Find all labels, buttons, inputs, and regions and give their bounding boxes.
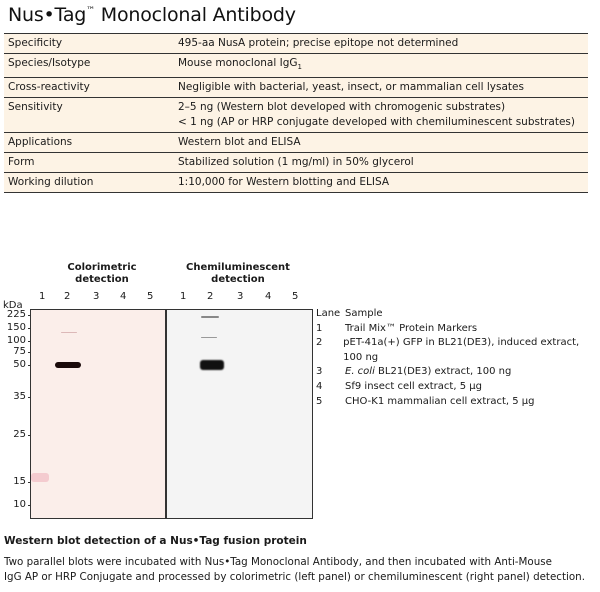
spec-key: Working dilution (4, 173, 174, 193)
lane-number: 1 (39, 291, 46, 302)
legend-sample: BL21(DE3) extract, 100 ng (374, 366, 512, 378)
spec-value-line1: 2–5 ng (Western blot developed with chromogenic substrates) (178, 101, 506, 114)
faint-band (61, 332, 77, 333)
lane-number: 3 (93, 291, 100, 302)
spec-value: Stabilized solution (1 mg/ml) in 50% glycerol (174, 153, 588, 173)
mw-marker: 100 (2, 335, 26, 346)
spec-key: Applications (4, 133, 174, 153)
legend-sample: CHO-K1 mammalian cell extract, 5 µg (345, 395, 535, 407)
legend-sample: Sf9 insect cell extract, 5 µg (345, 380, 482, 392)
mw-marker: 225 (2, 309, 26, 320)
header-line: detection (211, 274, 265, 285)
spec-row (4, 78, 588, 98)
legend-row (316, 395, 600, 410)
page-title (8, 4, 296, 26)
chemiluminescent-blot (166, 309, 313, 519)
legend-sample: Trail Mix™ Protein Markers (345, 322, 478, 334)
legend-lane-header: Lane (316, 308, 341, 319)
caption-line: Two parallel blots were incubated with Nus•Tag Monoclonal Antibody, and then incubated with Anti-Mouse (4, 556, 552, 568)
title-main: Nus•Tag (8, 4, 87, 26)
mw-marker: 25 (2, 429, 26, 440)
spec-value (174, 98, 588, 133)
legend-lane: 4 (316, 380, 323, 392)
spec-row (4, 153, 588, 173)
mw-marker: 35 (2, 391, 26, 402)
spec-table (4, 33, 588, 193)
lane-number: 4 (265, 291, 272, 302)
mw-marker: 150 (2, 322, 26, 333)
caption-heading: Western blot detection of a Nus•Tag fusion protein (4, 535, 307, 547)
spec-value-line2: < 1 ng (AP or HRP conjugate developed with chemiluminescent substrates) (178, 116, 575, 129)
legend-lane: 3 (316, 366, 323, 378)
spec-value: 495-aa NusA protein; precise epitope not determined (174, 34, 588, 54)
spec-key: Cross-reactivity (4, 78, 174, 98)
spec-value: Western blot and ELISA (174, 133, 588, 153)
lane-number: 2 (207, 291, 214, 302)
caption-body (4, 555, 599, 585)
legend-lane: 2 (316, 337, 323, 349)
nus-tag-band (200, 360, 224, 370)
legend-row (316, 322, 600, 337)
caption-line: IgG AP or HRP Conjugate and processed by colorimetric (left panel) or chemiluminescent (right panel) detection. (4, 571, 585, 583)
header-line: Chemiluminescent (186, 262, 290, 273)
spec-key: Species/Isotype (4, 54, 174, 78)
legend-row (316, 380, 600, 395)
legend-header (316, 307, 600, 322)
spec-value (174, 54, 588, 78)
spec-value-text: Mouse monoclonal IgG (178, 57, 298, 69)
lane-number: 1 (180, 291, 187, 302)
legend-lane: 5 (316, 395, 323, 407)
lane-number: 3 (237, 291, 244, 302)
title-rest: Monoclonal Antibody (94, 4, 296, 26)
isotype-subscript: 1 (297, 63, 302, 72)
legend-sample: pET-41a(+) GFP in BL21(DE3), induced extract, 100 ng (343, 337, 580, 363)
legend-species: E. coli (345, 366, 375, 378)
spec-row (4, 173, 588, 193)
spec-value: Negligible with bacterial, yeast, insect, or mammalian cell lysates (174, 78, 588, 98)
spec-key: Sensitivity (4, 98, 174, 133)
legend-lane: 1 (316, 322, 323, 334)
faint-band (201, 337, 217, 338)
spec-row (4, 98, 588, 133)
lane-number: 5 (147, 291, 154, 302)
legend-sample-header: Sample (345, 308, 383, 319)
spec-row (4, 133, 588, 153)
mw-marker: 50 (2, 359, 26, 370)
marker-band (31, 473, 49, 482)
header-line: detection (75, 274, 129, 285)
lane-number: 2 (64, 291, 71, 302)
lane-number: 4 (120, 291, 127, 302)
header-line: Colorimetric (67, 262, 137, 273)
chemiluminescent-header (183, 262, 293, 286)
faint-band (201, 316, 219, 318)
mw-marker: 75 (2, 346, 26, 357)
spec-key: Form (4, 153, 174, 173)
mw-marker: 15 (2, 476, 26, 487)
nus-tag-band (55, 362, 81, 368)
legend-row (316, 336, 600, 365)
spec-key: Specificity (4, 34, 174, 54)
colorimetric-blot (30, 309, 166, 519)
colorimetric-header (52, 262, 152, 286)
spec-row (4, 34, 588, 54)
lane-number: 5 (292, 291, 299, 302)
legend-row (316, 365, 600, 380)
spec-row (4, 54, 588, 78)
lane-legend (316, 307, 600, 409)
trademark: ™ (86, 6, 95, 16)
spec-value: 1:10,000 for Western blotting and ELISA (174, 173, 588, 193)
kda-label: kDa (3, 300, 23, 311)
mw-marker: 10 (2, 499, 26, 510)
